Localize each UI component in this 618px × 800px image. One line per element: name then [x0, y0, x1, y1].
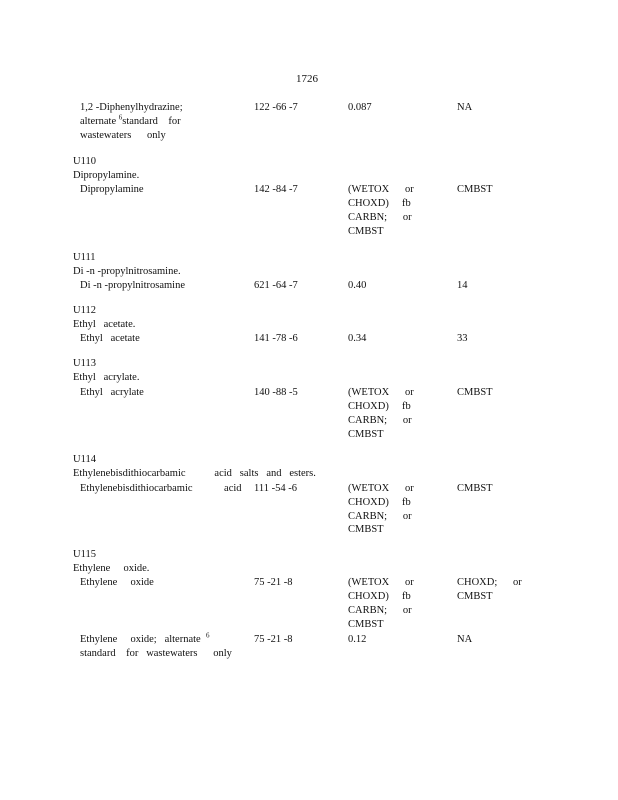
wastewater-standard: CARBN; or — [348, 212, 412, 223]
wastewater-standard: (WETOX or — [348, 577, 414, 588]
cas-number: 75 -21 -8 — [254, 577, 293, 588]
footnote-marker: 6 — [205, 631, 210, 640]
constituent-name: standard for wastewaters only — [80, 648, 232, 659]
constituent-name: 1,2 -Diphenylhydrazine; — [80, 102, 183, 113]
wastewater-standard: CHOXD) fb — [348, 591, 411, 602]
constituent-name: Ethylene oxide; alternate $^6$ — [80, 631, 210, 645]
constituent-name: Ethyl acetate — [80, 333, 140, 344]
wastewater-standard: CHOXD) fb — [348, 497, 411, 508]
cas-number: 142 -84 -7 — [254, 184, 298, 195]
nonwastewater-standard: CMBST — [457, 591, 493, 602]
wastewater-standard: CMBST — [348, 429, 384, 440]
waste-code: U113 — [73, 358, 96, 369]
nonwastewater-standard: NA — [457, 102, 473, 113]
cas-number: 141 -78 -6 — [254, 333, 298, 344]
wastewater-standard: CMBST — [348, 226, 384, 237]
wastewater-standard: CHOXD) fb — [348, 401, 411, 412]
waste-description: Ethyl acetate. — [73, 319, 136, 330]
cas-number: 621 -64 -7 — [254, 280, 298, 291]
nonwastewater-standard: CHOXD; or — [457, 577, 522, 588]
waste-description: Di -n -propylnitrosamine. — [73, 266, 181, 277]
wastewater-standard: CARBN; or — [348, 511, 412, 522]
wastewater-standard: 0.40 — [348, 280, 367, 291]
waste-code: U115 — [73, 549, 96, 560]
waste-description: Ethyl acrylate. — [73, 372, 140, 383]
wastewater-standard: CMBST — [348, 619, 384, 630]
waste-code: U111 — [73, 252, 96, 263]
cas-number: 111 -54 -6 — [254, 483, 297, 494]
wastewater-standard: 0.34 — [348, 333, 367, 344]
nonwastewater-standard: CMBST — [457, 387, 493, 398]
nonwastewater-standard: CMBST — [457, 184, 493, 195]
waste-code: U112 — [73, 305, 96, 316]
wastewater-standard: CMBST — [348, 524, 384, 535]
nonwastewater-standard: 33 — [457, 333, 468, 344]
wastewater-standard: (WETOX or — [348, 387, 414, 398]
waste-description: Dipropylamine. — [73, 170, 140, 181]
nonwastewater-standard: CMBST — [457, 483, 493, 494]
constituent-name: alternate $^6$standard for — [80, 113, 181, 127]
cas-number: 140 -88 -5 — [254, 387, 298, 398]
waste-code: U114 — [73, 454, 96, 465]
constituent-name: Ethylenebisdithiocarbamic acid — [80, 483, 242, 494]
constituent-name: Dipropylamine — [80, 184, 144, 195]
waste-description: Ethylene oxide. — [73, 563, 150, 574]
waste-description: Ethylenebisdithiocarbamic acid salts and esters. — [73, 468, 316, 479]
constituent-name: Ethylene oxide — [80, 577, 154, 588]
constituent-name: Ethyl acrylate — [80, 387, 144, 398]
waste-code: U110 — [73, 156, 96, 167]
wastewater-standard: CARBN; or — [348, 605, 412, 616]
wastewater-standard: (WETOX or — [348, 184, 414, 195]
cas-number: 75 -21 -8 — [254, 634, 293, 645]
nonwastewater-standard: 14 — [457, 280, 468, 291]
cas-number: 122 -66 -7 — [254, 102, 298, 113]
constituent-name: wastewaters only — [80, 130, 166, 141]
wastewater-standard: CARBN; or — [348, 415, 412, 426]
wastewater-standard: 0.12 — [348, 634, 367, 645]
constituent-name: Di -n -propylnitrosamine — [80, 280, 185, 291]
footnote-marker: 6 — [118, 113, 123, 122]
nonwastewater-standard: NA — [457, 634, 473, 645]
wastewater-standard: 0.087 — [348, 102, 372, 113]
page-number: 1726 — [296, 73, 318, 85]
wastewater-standard: (WETOX or — [348, 483, 414, 494]
wastewater-standard: CHOXD) fb — [348, 198, 411, 209]
